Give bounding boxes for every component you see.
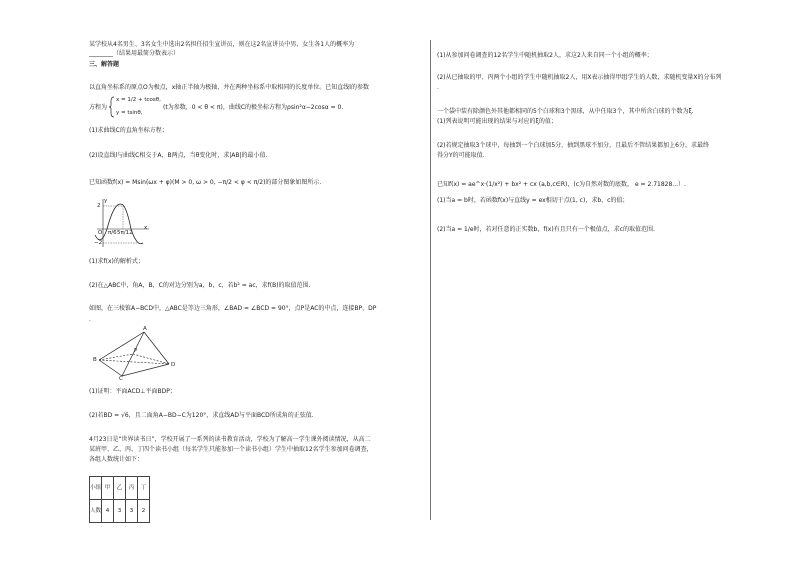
graph-tick2: 5π/12 [117, 230, 133, 236]
vertex-A: A [143, 326, 147, 332]
problem4-line2: 某班甲、乙、丙、丁四个读书小组（每名学生只能参加一个读书小组）学生中抽取12名学生参加问卷调查， [89, 446, 373, 453]
table-cell: 3 [126, 500, 138, 523]
right-q2: (2)从已抽取的甲、丙两个小组的学生中随机抽取2人，用X表示抽得甲组学生的人数，求随机变量X的分布列 [437, 74, 722, 81]
problem2-q1: (1)求f(x)的解析式； [89, 258, 144, 265]
table-row [90, 477, 150, 500]
problem3-line1: 如图，在三棱锥A−BCD中，△ABC是等边三角形，∠BAD = ∠BCD = 90°，点P是AC的中点，连接BP，DP [89, 305, 377, 312]
problem1-q2: (2)设直线l与曲线C相交于A，B两点，当θ变化时，求|AB|的最小值. [89, 152, 268, 159]
right-balls-q2-line2: 得分Y的可能取值. [437, 152, 485, 159]
problem4-line1: 4月23日是“世界读书日”，学校开展了一系列的读书教育活动，学校为了解高一学生课外阅读情况，从高二 [89, 436, 371, 443]
problem1-lead: 方程为 [89, 104, 108, 111]
param-eq-y: y = tsinθ, [116, 110, 143, 116]
problem3-line2: . [89, 316, 91, 323]
problem4-line3: 各组人数统计如下： [89, 456, 144, 463]
question-intro-line1: 某学校从4名男生、3名女生中选出2名担任招生宣讲员，则在这2名宣讲员中男、女生各1人的概率为 [89, 41, 355, 48]
right-function-q2: (2)当a = 1/e时，若对任意的正实数b，f(x)有且只有一个极值点，求c的取值范围. [437, 226, 655, 233]
problem1-line1: 以直角坐标系的原点O为极点，x轴正半轴为极轴，并在两种坐标系中取相同的长度单位。已知直线l的参数 [89, 84, 369, 91]
sine-curve [95, 204, 143, 244]
problem2-line1: 已知函数f(x) = Msin(ωx + φ)(M > 0, ω > 0, −π/2 < φ < π/2)的部分图象如图所示. [89, 179, 322, 186]
graph-tick1: π/6 [108, 230, 117, 236]
section-title: 三、解答题 [89, 61, 120, 68]
graph-y-top: 2 [97, 203, 101, 209]
right-balls-q2: (2)若规定抽取3个球中，每抽到一个白球加5分，抽到黑球不加分，且最后不管结果都加上6分，求最终 [437, 142, 709, 149]
table-cell: 3 [114, 500, 126, 523]
question-intro-line2: ________（结果用最简分数表示） [89, 50, 180, 57]
param-eq-x: x = 1/2 + tcosθ, [116, 97, 161, 103]
table-cell: 丁 [138, 477, 150, 500]
right-problem-balls: 一个袋中装有除颜色外其他都相同的5个白球和3个黑球，从中任取3个，其中所含白球的个数为ξ. [437, 108, 694, 115]
problem3-q1: (1)证明：平面ACD⊥平面BDP； [89, 388, 176, 395]
table-cell: 乙 [114, 477, 126, 500]
graph-origin: O [98, 230, 103, 236]
table-cell: 小组 [90, 477, 102, 500]
group-count-table [89, 476, 150, 523]
graph-x-label: x [144, 225, 148, 231]
table-row [90, 500, 150, 523]
table-cell: 4 [102, 500, 114, 523]
right-q1: (1)从参加问卷调查的12名学生中随机抽取2人，求这2人来自同一个小组的概率； [437, 52, 653, 59]
vertex-P: P [134, 348, 138, 354]
table-cell: 2 [138, 500, 150, 523]
table-cell: 人数 [90, 500, 102, 523]
vertex-D: D [171, 362, 176, 368]
column-divider [430, 40, 431, 520]
problem1-line2: (t为参数，0 < θ < π)，曲线C的极坐标方程为ρsin²α−2cosα = 0. [163, 104, 344, 111]
table-cell: 甲 [102, 477, 114, 500]
brace-icon [109, 96, 115, 118]
right-problem-function: 已知f(x) = ae^x·(1/x²) + bx² + cx (a,b,c∈R)，(c为自然对数的底数， e = 2.71828...）. [437, 181, 686, 188]
problem3-q2: (2)若BD = √6，且二面角A−BD−C为120°，求直线AD与平面BCD所成角的正弦值. [89, 412, 314, 419]
graph-y-bottom: −2 [94, 240, 103, 246]
right-function-q1: (1)当a = b时，若函数f(x)与直线y = ex相切于点(1, c)，求b，c的值； [437, 197, 629, 204]
problem2-q2: (2)在△ABC中，角A，B，C的对边分别为a，b，c，若b² = ac，求f(B)的取值范围. [89, 282, 311, 289]
right-q2-tail: . [437, 84, 439, 91]
vertex-B: B [93, 357, 97, 363]
graph-y-label: y [104, 198, 108, 204]
table-cell: 丙 [126, 477, 138, 500]
vertex-C: C [119, 376, 123, 382]
problem1-q1: (1)求曲线C的直角坐标方程； [89, 127, 168, 134]
right-balls-q1: (1)列表说明可能出现的结果与对应的ξ的值； [437, 118, 557, 125]
